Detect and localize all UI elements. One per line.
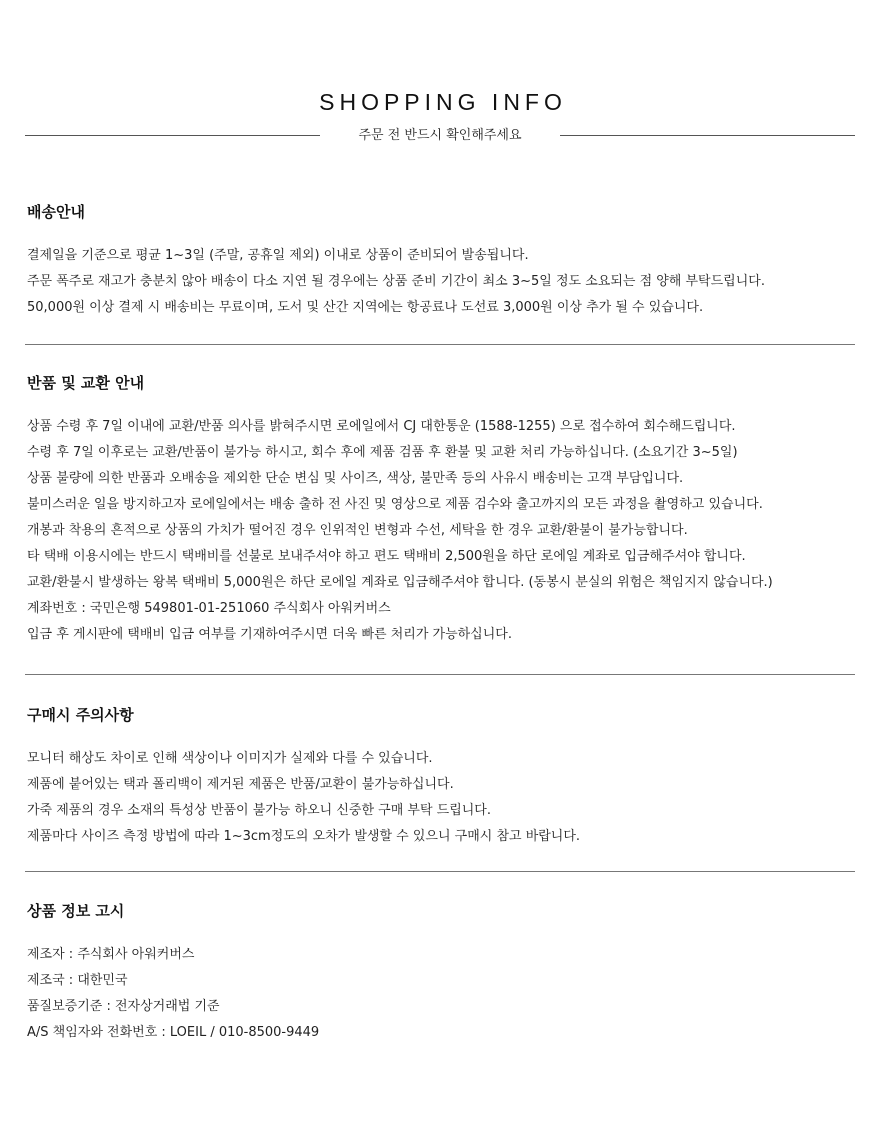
info-line: 가죽 제품의 경우 소재의 특성상 반품이 불가능 하오니 신중한 구매 부탁 드립니다.	[27, 803, 492, 818]
section-title: 상품 정보 고시	[27, 902, 125, 920]
section-title: 구매시 주의사항	[27, 706, 134, 724]
section-shipping	[27, 201, 857, 321]
info-line: 입금 후 게시판에 택배비 입금 여부를 기재하여주시면 더욱 빠른 처리가 가능하십니다.	[27, 627, 512, 642]
info-line: 50,000원 이상 결제 시 배송비는 무료이며, 도서 및 산간 지역에는 항공료나 도선료 3,000원 이상 추가 될 수 있습니다.	[27, 300, 704, 315]
info-line: 개봉과 착용의 흔적으로 상품의 가치가 떨어진 경우 인위적인 변형과 수선, 세탁을 한 경우 교환/환불이 불가능합니다.	[27, 523, 688, 538]
section-divider	[25, 871, 855, 872]
info-line: 주문 폭주로 재고가 충분치 않아 배송이 다소 지연 될 경우에는 상품 준비 기간이 최소 3~5일 정도 소요되는 점 양해 부탁드립니다.	[27, 274, 765, 289]
page-header	[0, 86, 880, 118]
section-title: 배송안내	[27, 203, 85, 221]
section-body	[27, 746, 857, 850]
section-product-info	[27, 900, 857, 1046]
info-line: 모니터 해상도 차이로 인해 색상이나 이미지가 실제와 다를 수 있습니다.	[27, 751, 433, 766]
section-purchase-notes	[27, 704, 857, 850]
subtitle-row	[25, 126, 855, 146]
info-line: 결제일을 기준으로 평균 1~3일 (주말, 공휴일 제외) 이내로 상품이 준비되어 발송됩니다.	[27, 248, 529, 263]
section-title: 반품 및 교환 안내	[27, 374, 145, 392]
info-line: 제품마다 사이즈 측정 방법에 따라 1~3cm정도의 오차가 발생할 수 있으니 구매시 참고 바랍니다.	[27, 829, 581, 844]
page-title: SHOPPING INFO	[319, 89, 567, 115]
info-line: 교환/환불시 발생하는 왕복 택배비 5,000원은 하단 로에일 계좌로 입금해주셔야 합니다. (동봉시 분실의 위험은 책임지지 않습니다.)	[27, 575, 773, 590]
warranty-line: 품질보증기준 : 전자상거래법 기준	[27, 999, 220, 1014]
subtitle-rule-right	[560, 135, 855, 136]
section-divider	[25, 674, 855, 675]
manufacturer-line: 제조자 : 주식회사 아워커버스	[27, 947, 195, 962]
section-divider	[25, 344, 855, 345]
country-line: 제조국 : 대한민국	[27, 973, 128, 988]
as-contact-line: A/S 책임자와 전화번호 : LOEIL / 010-8500-9449	[27, 1025, 320, 1040]
section-body	[27, 942, 857, 1046]
page-subtitle: 주문 전 반드시 확인해주세요	[358, 128, 522, 143]
info-line: 타 택배 이용시에는 반드시 택배비를 선불로 보내주셔야 하고 편도 택배비 2,500원을 하단 로에일 계좌로 입금해주셔야 합니다.	[27, 549, 746, 564]
section-returns	[27, 372, 857, 648]
section-body	[27, 414, 857, 648]
info-line: 상품 불량에 의한 반품과 오배송을 제외한 단순 변심 및 사이즈, 색상, 불만족 등의 사유시 배송비는 고객 부담입니다.	[27, 471, 684, 486]
info-line: 불미스러운 일을 방지하고자 로에일에서는 배송 출하 전 사진 및 영상으로 제품 검수와 출고까지의 모든 과정을 촬영하고 있습니다.	[27, 497, 763, 512]
info-line: 제품에 붙어있는 택과 폴리백이 제거된 제품은 반품/교환이 불가능하십니다.	[27, 777, 454, 792]
info-line: 수령 후 7일 이후로는 교환/반품이 불가능 하시고, 회수 후에 제품 검품 후 환불 및 교환 처리 가능하십니다. (소요기간 3~5일)	[27, 445, 738, 460]
section-body	[27, 243, 857, 321]
bank-account-line: 계좌번호 : 국민은행 549801-01-251060 주식회사 아워커버스	[27, 601, 391, 616]
info-line: 상품 수령 후 7일 이내에 교환/반품 의사를 밝혀주시면 로에일에서 CJ 대한통운 (1588-1255) 으로 접수하여 회수해드립니다.	[27, 419, 736, 434]
